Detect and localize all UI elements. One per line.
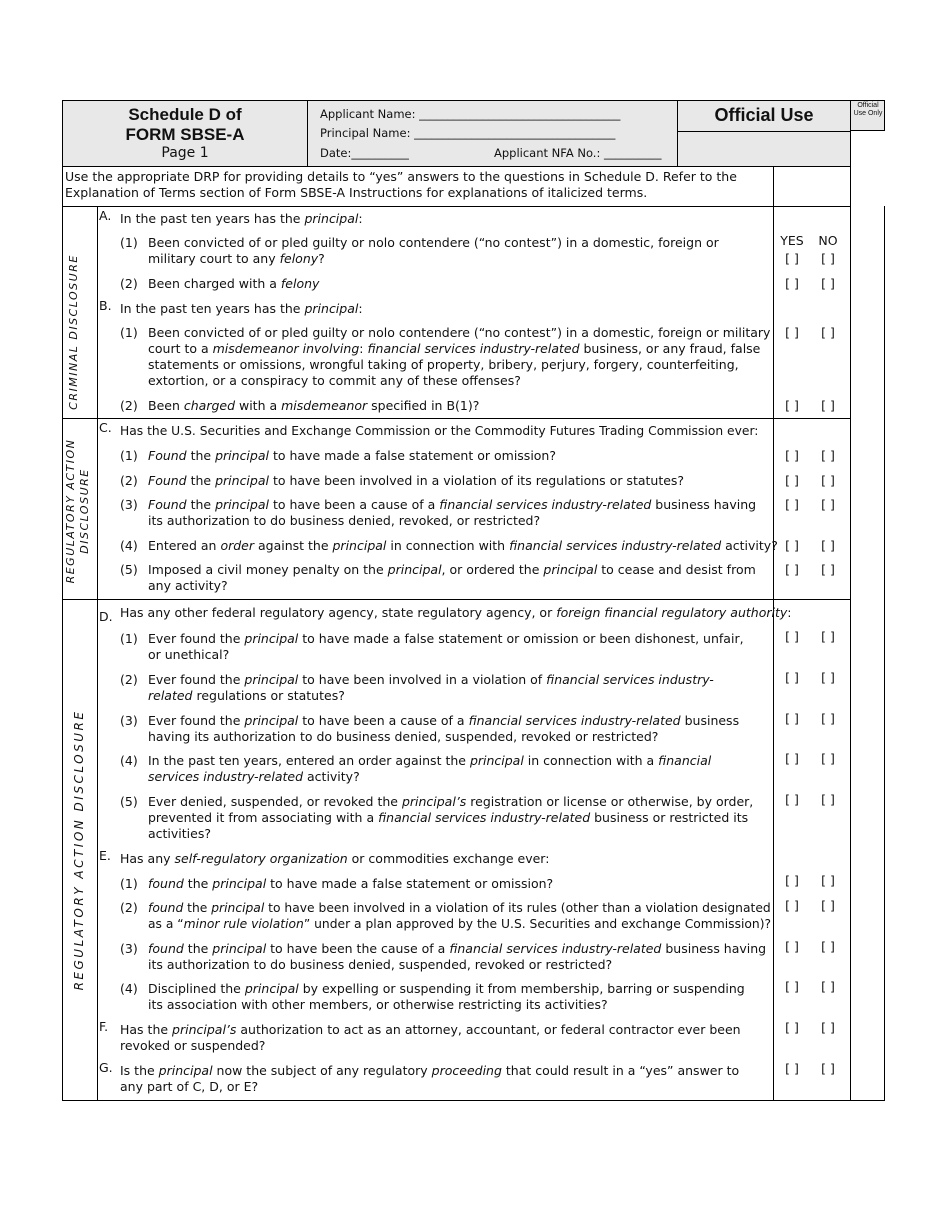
d4-yes-box[interactable]: [ ]: [785, 751, 799, 766]
form-title-line2: FORM SBSE-A: [125, 125, 245, 144]
intro-cell: [62, 166, 774, 207]
d5-no-box[interactable]: [ ]: [821, 792, 835, 807]
official-divider: [850, 131, 851, 1101]
c2-yes-box[interactable]: [ ]: [785, 473, 799, 488]
letter-g: G.: [99, 1060, 113, 1075]
question-d3: Ever found the principal to have been a cause of a financial services industry-related business having its authorization to do business denied, suspended, revoked or restricted?: [148, 713, 740, 744]
official-use-blank: [677, 131, 851, 167]
e1-no-box[interactable]: [ ]: [821, 873, 835, 888]
form-title-cell: [62, 100, 308, 167]
answer-b2[interactable]: [774, 398, 846, 413]
question-d4: In the past ten years, entered an order against the principal in connection with a financial services industry-related activity?: [148, 753, 712, 784]
form-title-line1: Schedule D of: [128, 105, 242, 124]
num-d3: (3): [120, 713, 138, 728]
num-e1: (1): [120, 876, 138, 891]
page-number: Page 1: [161, 145, 209, 161]
question-b1: Been convicted of or pled guilty or nolo contendere (“no contest”) in a domestic, foreign or military court to a misdemeanor involving: financial services industry-related business, or any fraud, false statements or omissions, wrongful taking of property, bribery, perjury, forgery, counterfeiting, extortion, or a conspiracy to commit any of these offenses?: [148, 325, 771, 388]
answer-f[interactable]: [774, 1020, 846, 1035]
num-b2: (2): [120, 398, 138, 413]
official-use-only-label: Official Use Only: [853, 102, 883, 117]
a2-no-box[interactable]: [ ]: [821, 276, 835, 291]
principal-name-field[interactable]: Principal Name: ___________________________________: [320, 126, 616, 140]
applicant-name-field[interactable]: Applicant Name: ___________________________________: [320, 107, 621, 121]
section-divider-1: [62, 418, 851, 419]
answer-d3[interactable]: [774, 711, 846, 726]
letter-a: A.: [99, 208, 112, 223]
answer-a1[interactable]: [774, 251, 846, 266]
answer-a2[interactable]: [774, 276, 846, 291]
d2-yes-box[interactable]: [ ]: [785, 670, 799, 685]
answer-d2[interactable]: [774, 670, 846, 685]
yes-label: YES: [780, 233, 804, 248]
question-c4: Entered an order against the principal in connection with financial services industry-related activity?: [148, 538, 778, 553]
num-a1: (1): [120, 235, 138, 250]
intro-answer-cell: [773, 166, 851, 207]
intro-text: Use the appropriate DRP for providing details to “yes” answers to the questions in Schedule D. Refer to the Explanation of Terms section of Form SBSE-A Instructions for explanations of italicized terms.: [65, 169, 737, 200]
answer-c1[interactable]: [774, 448, 846, 463]
nfa-number-field[interactable]: Applicant NFA No.: __________: [494, 146, 662, 160]
yes-no-header: [774, 233, 846, 248]
num-e2: (2): [120, 900, 138, 915]
section-divider-2: [62, 599, 851, 600]
question-d1: Ever found the principal to have made a false statement or omission or been dishonest, unfair, or unethical?: [148, 631, 744, 662]
b1-yes-box[interactable]: [ ]: [785, 325, 799, 340]
c3-yes-box[interactable]: [ ]: [785, 497, 799, 512]
question-a2: Been charged with a felony: [148, 276, 320, 291]
d2-no-box[interactable]: [ ]: [821, 670, 835, 685]
question-b: In the past ten years has the principal:: [120, 301, 363, 316]
c2-no-box[interactable]: [ ]: [821, 473, 835, 488]
num-c2: (2): [120, 473, 138, 488]
f-no-box[interactable]: [ ]: [821, 1020, 835, 1035]
b2-no-box[interactable]: [ ]: [821, 398, 835, 413]
e3-yes-box[interactable]: [ ]: [785, 939, 799, 954]
d3-no-box[interactable]: [ ]: [821, 711, 835, 726]
d1-yes-box[interactable]: [ ]: [785, 629, 799, 644]
answer-d5[interactable]: [774, 792, 846, 807]
c5-yes-box[interactable]: [ ]: [785, 562, 799, 577]
answer-b1[interactable]: [774, 325, 846, 340]
question-d5: Ever denied, suspended, or revoked the principal’s registration or license or otherwise, by order, prevented it from associating with a financial services industry-related business or restricted its activities?: [148, 794, 754, 841]
question-c1: Found the principal to have made a false statement or omission?: [148, 448, 556, 463]
b2-yes-box[interactable]: [ ]: [785, 398, 799, 413]
g-yes-box[interactable]: [ ]: [785, 1061, 799, 1076]
c5-no-box[interactable]: [ ]: [821, 562, 835, 577]
official-use-only-cell: [850, 100, 885, 131]
letter-b: B.: [99, 298, 112, 313]
b1-no-box[interactable]: [ ]: [821, 325, 835, 340]
c4-no-box[interactable]: [ ]: [821, 538, 835, 553]
letter-d: D.: [99, 609, 113, 624]
letter-e: E.: [99, 848, 111, 863]
c1-yes-box[interactable]: [ ]: [785, 448, 799, 463]
num-e4: (4): [120, 981, 138, 996]
e4-yes-box[interactable]: [ ]: [785, 979, 799, 994]
question-c5: Imposed a civil money penalty on the principal, or ordered the principal to cease and desist from any activity?: [148, 562, 756, 593]
num-c4: (4): [120, 538, 138, 553]
question-c2: Found the principal to have been involved in a violation of its regulations or statutes?: [148, 473, 685, 488]
f-yes-box[interactable]: [ ]: [785, 1020, 799, 1035]
answer-d1[interactable]: [774, 629, 846, 644]
d5-yes-box[interactable]: [ ]: [785, 792, 799, 807]
answer-c2[interactable]: [774, 473, 846, 488]
date-field[interactable]: Date:__________: [320, 146, 409, 160]
c3-no-box[interactable]: [ ]: [821, 497, 835, 512]
c4-yes-box[interactable]: [ ]: [785, 538, 799, 553]
g-no-box[interactable]: [ ]: [821, 1061, 835, 1076]
num-c1: (1): [120, 448, 138, 463]
num-d2: (2): [120, 672, 138, 687]
question-g: Is the principal now the subject of any regulatory proceeding that could result in a “yes” answer to any part of C, D, or E?: [120, 1063, 740, 1094]
answer-c5[interactable]: [774, 562, 846, 577]
question-e: Has any self-regulatory organization or commodities exchange ever:: [120, 851, 550, 866]
question-c: Has the U.S. Securities and Exchange Commission or the Commodity Futures Trading Commission ever:: [120, 424, 759, 438]
official-use-label: Official Use: [714, 105, 814, 125]
num-d5: (5): [120, 794, 138, 809]
answer-e3[interactable]: [774, 939, 846, 954]
e3-no-box[interactable]: [ ]: [821, 939, 835, 954]
d3-yes-box[interactable]: [ ]: [785, 711, 799, 726]
c1-no-box[interactable]: [ ]: [821, 448, 835, 463]
a1-yes-box[interactable]: [ ]: [785, 251, 799, 266]
e1-yes-box[interactable]: [ ]: [785, 873, 799, 888]
question-d2: Ever found the principal to have been involved in a violation of financial services industry-related regulations or statutes?: [148, 672, 714, 703]
question-f: Has the principal’s authorization to act as an attorney, accountant, or federal contractor ever been revoked or suspended?: [120, 1022, 741, 1053]
a1-no-box[interactable]: [ ]: [821, 251, 835, 266]
answer-e1[interactable]: [774, 873, 846, 888]
a2-yes-box[interactable]: [ ]: [785, 276, 799, 291]
answer-e4[interactable]: [774, 979, 846, 994]
side-divider: [97, 206, 98, 1101]
num-c5: (5): [120, 562, 138, 577]
question-e3: found the principal to have been the cause of a financial services industry-related business having its authorization to do business denied, suspended, revoked or restricted?: [148, 941, 767, 972]
applicant-info-cell: [307, 100, 678, 167]
regulatory-action-label-2: REGULATORY ACTION DISCLOSURE: [72, 709, 86, 991]
no-label: NO: [818, 233, 838, 248]
num-d1: (1): [120, 631, 138, 646]
d1-no-box[interactable]: [ ]: [821, 629, 835, 644]
num-d4: (4): [120, 753, 138, 768]
question-e2: found the principal to have been involved in a violation of its rules (other than a violation designated as a “minor rule violation” under a plan approved by the U.S. Securities and exchange Commission)?: [148, 901, 772, 931]
regulatory-action-label-1: REGULATORY ACTION DISCLOSURE: [64, 438, 91, 584]
e2-no-box[interactable]: [ ]: [821, 898, 835, 913]
answer-g[interactable]: [774, 1061, 846, 1076]
answer-e2[interactable]: [774, 898, 846, 913]
num-b1: (1): [120, 325, 138, 340]
question-c3: Found the principal to have been a cause of a financial services industry-related business having its authorization to do business denied, revoked, or restricted?: [148, 497, 757, 528]
answer-divider: [773, 206, 774, 1101]
answer-c4[interactable]: [774, 538, 846, 553]
answer-d4[interactable]: [774, 751, 846, 766]
official-use-cell: [677, 100, 851, 132]
answer-c3[interactable]: [774, 497, 846, 512]
e4-no-box[interactable]: [ ]: [821, 979, 835, 994]
question-a1: Been convicted of or pled guilty or nolo contendere (“no contest”) in a domestic, foreign or military court to any felony?: [148, 235, 719, 266]
letter-c: C.: [99, 420, 112, 435]
criminal-disclosure-label: CRIMINAL DISCLOSURE: [67, 254, 80, 410]
e2-yes-box[interactable]: [ ]: [785, 898, 799, 913]
num-a2: (2): [120, 276, 138, 291]
question-e1: found the principal to have made a false statement or omission?: [148, 876, 554, 891]
question-a: In the past ten years has the principal:: [120, 211, 363, 226]
question-b2: Been charged with a misdemeanor specified in B(1)?: [148, 398, 480, 413]
num-c3: (3): [120, 497, 138, 512]
d4-no-box[interactable]: [ ]: [821, 751, 835, 766]
question-e4: Disciplined the principal by expelling or suspending it from membership, barring or suspending its association with other members, or otherwise restricting its activities?: [148, 981, 745, 1012]
num-e3: (3): [120, 941, 138, 956]
question-d: Has any other federal regulatory agency, state regulatory agency, or foreign financial regulatory authority:: [120, 605, 792, 620]
letter-f: F.: [99, 1019, 109, 1034]
